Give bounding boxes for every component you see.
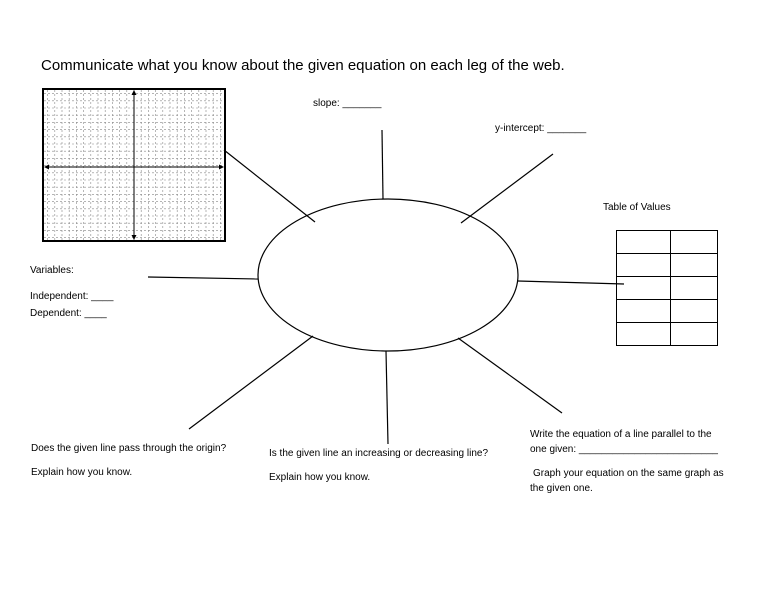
variables-heading: Variables: — [30, 265, 74, 276]
table-cell[interactable] — [617, 300, 671, 323]
y-intercept-label: y-intercept: _______ — [495, 123, 587, 134]
table-of-values — [616, 230, 718, 346]
increasing-explain: Explain how you know. — [269, 472, 371, 483]
table-cell[interactable] — [671, 323, 718, 346]
graph-equation-prompt-2: the given one. — [530, 483, 593, 494]
table-cell[interactable] — [671, 277, 718, 300]
table-cell[interactable] — [617, 254, 671, 277]
table-of-values-title: Table of Values — [603, 202, 671, 213]
origin-explain: Explain how you know. — [31, 467, 133, 478]
table-cell[interactable] — [671, 231, 718, 254]
leg-table — [518, 281, 624, 284]
table-row — [617, 323, 718, 346]
leg-slope — [382, 130, 383, 199]
leg-origin — [189, 336, 313, 429]
table-cell[interactable] — [617, 231, 671, 254]
parallel-line-prompt-1: Write the equation of a line parallel to the — [530, 429, 712, 440]
center-ellipse — [258, 199, 518, 351]
table-cell[interactable] — [671, 300, 718, 323]
table-cell[interactable] — [671, 254, 718, 277]
leg-graph — [224, 150, 315, 222]
table-row — [617, 300, 718, 323]
worksheet-instruction: Communicate what you know about the given equation on each leg of the web. — [41, 57, 565, 74]
table-row — [617, 277, 718, 300]
origin-question: Does the given line pass through the origin? — [31, 443, 227, 454]
increasing-question: Is the given line an increasing or decreasing line? — [269, 448, 489, 459]
independent-variable-label: Independent: ____ — [30, 291, 114, 302]
dependent-variable-label: Dependent: ____ — [30, 308, 107, 319]
table-row — [617, 231, 718, 254]
leg-parallel — [458, 338, 562, 413]
leg-variables — [148, 277, 258, 279]
table-cell[interactable] — [617, 323, 671, 346]
leg-increasing — [386, 351, 388, 444]
leg-y-intercept — [461, 154, 553, 223]
table-cell[interactable] — [617, 277, 671, 300]
slope-label: slope: _______ — [313, 98, 382, 109]
graph-equation-prompt-1: Graph your equation on the same graph as — [533, 468, 724, 479]
table-row — [617, 254, 718, 277]
parallel-line-prompt-2: one given: _________________________ — [530, 444, 718, 455]
